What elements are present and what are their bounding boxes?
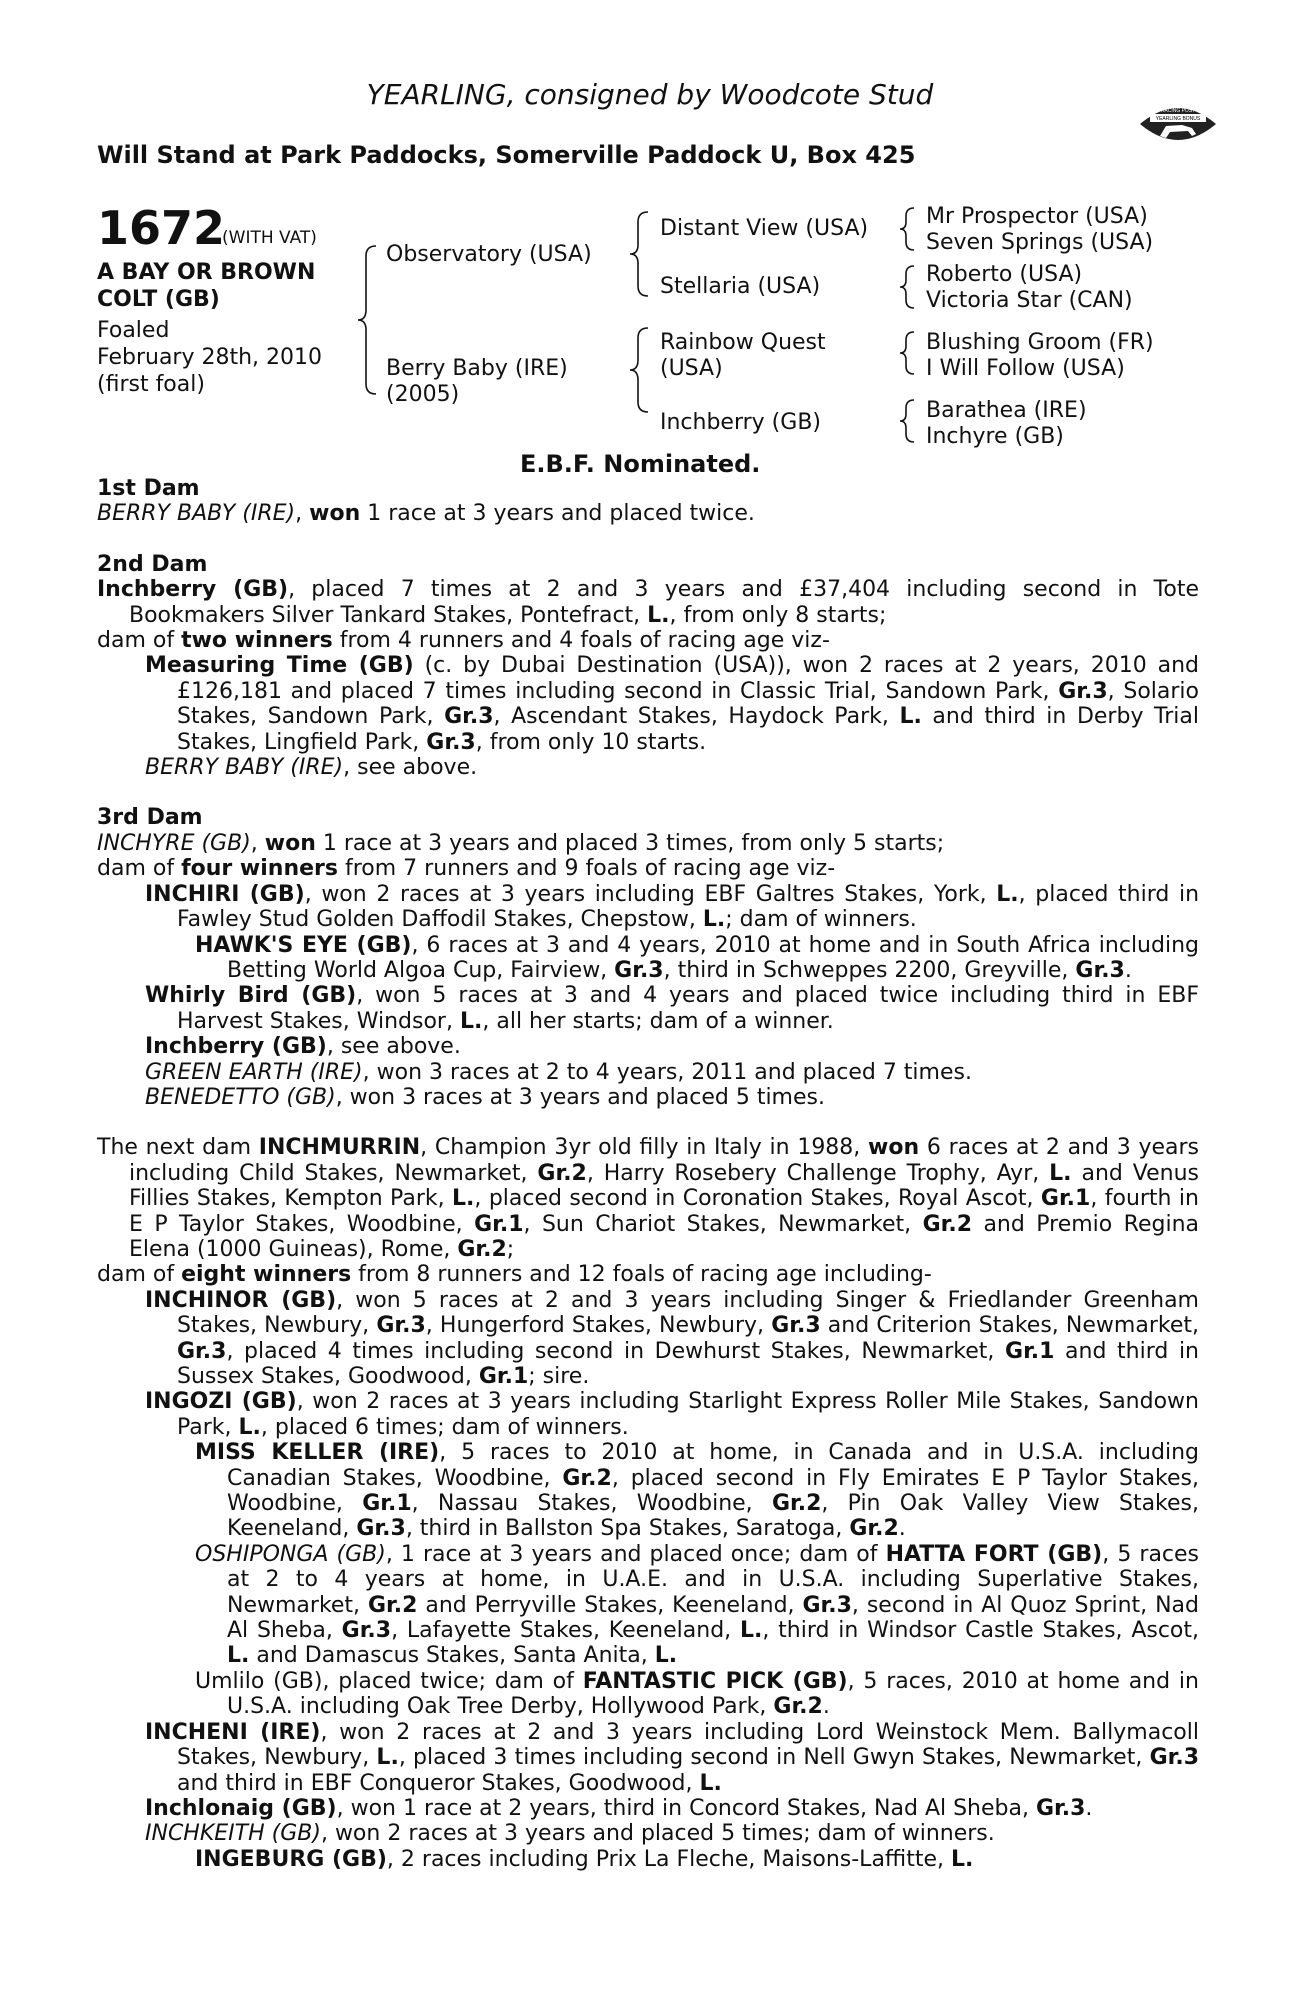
third-dam-name: INCHYRE (GB) <box>97 830 251 856</box>
produce-inchlonaig <box>97 1796 1199 1821</box>
horse-name: INGOZI (GB) <box>145 1389 297 1415</box>
listed-mark: L. <box>950 1846 974 1872</box>
race-text: and Premio Regina Elena (1000 Guineas), Rome, <box>129 1211 1199 1262</box>
listed-mark: L. <box>376 1745 399 1771</box>
grade-mark: Gr.2 <box>367 1592 418 1618</box>
race-text: , Harry Rosebery Challenge Trophy, Ayr, <box>586 1160 1050 1186</box>
produce-inchberry <box>97 1034 1199 1059</box>
horse-name: INCHIRI (GB) <box>145 881 305 907</box>
race-text: , won 1 race at 2 years, third in Concord Stakes, Nad Al Sheba, <box>336 1795 1036 1821</box>
badge-mid-text: YEARLING BONUS <box>1155 116 1201 122</box>
dam-dam-name: Inchberry (GB) <box>660 410 821 435</box>
race-text: , third in Schweppes 2200, Greyville, <box>663 957 1076 983</box>
race-text: ; <box>506 1236 515 1262</box>
listed-mark: L. <box>1049 1160 1072 1186</box>
race-text: and third in EBF Conqueror Stakes, Goodwood, <box>177 1770 700 1796</box>
listed-mark: L. <box>654 1643 678 1669</box>
grade-mark: Gr.3 <box>771 1313 821 1339</box>
dam-of-label: dam of <box>97 856 182 882</box>
grade-mark: Gr.1 <box>478 1364 529 1389</box>
won-label: won <box>868 1135 920 1161</box>
horse-name: Inchlonaig (GB) <box>145 1795 337 1821</box>
race-text: , won 5 races at 2 and 3 years including Singer & Friedlander Greenham Stakes, Newbury, <box>177 1287 1199 1339</box>
race-text: , won 3 races at 3 years and placed 5 times. <box>335 1084 825 1110</box>
first-dam-won: won <box>309 501 361 527</box>
race-text: , Ascendant Stakes, Haydock Park, <box>493 704 900 730</box>
race-text: and third in Derby Trial Stakes, Lingfield Park, <box>177 704 1200 755</box>
race-text: , Champion 3yr old filly in Italy in 1988, <box>420 1135 869 1161</box>
next-dam-produce-summary <box>97 1262 1199 1287</box>
first-dam-text: 1 race at 3 years and placed twice. <box>367 501 755 527</box>
produce-text: from 8 runners and 12 foals of racing age including- <box>351 1262 932 1288</box>
race-text: , won 2 races at 3 years and placed 5 times; dam of winners. <box>320 1821 995 1847</box>
produce-green-earth <box>97 1060 1199 1085</box>
produce-benedetto <box>97 1085 1199 1110</box>
second-dam-name: Inchberry (GB) <box>97 577 289 603</box>
lot-description-line1: A BAY OR BROWN <box>97 260 316 285</box>
race-text: , see above. <box>326 1034 461 1060</box>
second-dam-produce-summary <box>97 628 1199 653</box>
dam-name: Berry Baby (IRE) <box>386 356 568 381</box>
dam-of-label: dam of <box>97 1262 182 1288</box>
dam-year: (2005) <box>386 382 460 407</box>
race-text: , 5 races to 2010 at home, in Canada and in U.S.A. including Canadian Stakes, Woodbine, <box>227 1440 1199 1491</box>
first-dam-entry: BERRY BABY (IRE), won 1 race at 3 years and placed twice. <box>97 501 755 527</box>
horse-name: INCHKEITH (GB) <box>145 1821 321 1847</box>
race-text: , placed 6 times; dam of winners. <box>260 1414 629 1440</box>
next-dam-entry <box>97 1135 1199 1262</box>
grade-mark: Gr.1 <box>362 1491 412 1517</box>
grade-mark: Gr.3 <box>1075 957 1125 983</box>
horse-name: OSHIPONGA (GB) <box>195 1541 386 1567</box>
grade-mark: Gr.2 <box>771 1491 822 1517</box>
horse-name: FANTASTIC PICK (GB) <box>582 1668 848 1694</box>
grade-mark: Gr.3 <box>341 1618 392 1644</box>
third-dam-heading: 3rd Dam <box>97 805 203 831</box>
race-text: , placed second in Coronation Stakes, Royal Ascot, <box>474 1186 1041 1212</box>
race-text: , placed second in Fly Emirates E P Taylor Stakes, Woodbine, <box>227 1465 1199 1517</box>
listed-mark: L. <box>996 881 1019 907</box>
horse-name: INCHINOR (GB) <box>145 1287 337 1313</box>
produce-inchkeith <box>97 1821 1199 1846</box>
lot-description-line2: COLT (GB) <box>97 287 220 312</box>
listed-mark: L. <box>899 704 922 730</box>
produce-text: from 7 runners and 9 foals of racing age viz- <box>338 856 836 882</box>
ssd-name: Seven Springs (USA) <box>926 230 1154 255</box>
race-text: , won 5 races at 3 and 4 years and placed twice including third in EBF Harvest Stakes, Windsor, <box>177 983 1199 1034</box>
badge-top-text: RACING POST <box>1160 108 1196 114</box>
race-text: , Pin Oak Valley View Stakes, Keeneland, <box>227 1491 1199 1542</box>
produce-incheni <box>97 1720 1199 1796</box>
race-text: and Venus Fillies Stakes, Kempton Park, <box>129 1160 1199 1212</box>
lot-vat: (WITH VAT) <box>222 228 317 248</box>
produce-whirly-bird <box>97 983 1199 1034</box>
listed-mark: L. <box>647 602 670 628</box>
won-label: won <box>264 830 316 856</box>
third-dam-text: 1 race at 3 years and placed 3 times, from only 5 starts; <box>315 830 945 856</box>
race-text: , third in Windsor Castle Stakes, Ascot, <box>762 1618 1200 1644</box>
race-text: , Sun Chariot Stakes, Newmarket, <box>523 1211 923 1237</box>
first-dam-heading: 1st Dam <box>97 476 200 501</box>
race-text: , won 2 races at 3 years including EBF Galtres Stakes, York, <box>304 881 997 907</box>
grade-mark: Gr.1 <box>474 1211 524 1237</box>
race-text: , Hungerford Stakes, Newbury, <box>425 1313 772 1339</box>
sire-sire-name: Distant View (USA) <box>660 216 869 241</box>
grade-mark: Gr.3 <box>1035 1795 1086 1821</box>
race-text: and third in Sussex Stakes, Goodwood, <box>177 1338 1200 1389</box>
dam-of-label: dam of <box>97 628 182 654</box>
race-text: Umlilo (GB), placed twice; dam of <box>195 1668 583 1694</box>
next-dam-name: INCHMURRIN <box>258 1135 421 1161</box>
horse-name: HAWK'S EYE (GB) <box>195 932 412 958</box>
second-dam-text: , from only 8 starts; <box>669 602 887 628</box>
produce-umlilo <box>97 1669 1199 1720</box>
listed-mark: L. <box>452 1186 475 1212</box>
horse-name: GREEN EARTH (IRE) <box>145 1059 363 1085</box>
race-text: , 6 races at 3 and 4 years, 2010 at home and in South Africa including Betting World Algoa Cup, Fairview, <box>227 932 1199 983</box>
listed-mark: L. <box>227 1643 250 1669</box>
race-text: . <box>898 1516 906 1542</box>
race-text: and Criterion Stakes, Newmarket, <box>820 1313 1199 1339</box>
race-text: , Nassau Stakes, Woodbine, <box>411 1491 772 1517</box>
dss-name: Blushing Groom (FR) <box>926 330 1154 355</box>
catalogue-body <box>97 476 1199 1872</box>
race-text: , 1 race at 3 years and placed once; dam of <box>385 1541 886 1567</box>
race-text: , placed third in Fawley Stud Golden Daffodil Stakes, Chepstow, <box>177 881 1200 933</box>
grade-mark: Gr.1 <box>1040 1186 1091 1212</box>
produce-oshiponga <box>97 1542 1199 1669</box>
sdd-name: Victoria Star (CAN) <box>926 288 1133 313</box>
grade-mark: Gr.3 <box>444 704 494 730</box>
dds-name: Barathea (IRE) <box>926 398 1087 423</box>
grade-mark: Gr.1 <box>1005 1338 1055 1364</box>
grade-mark: Gr.3 <box>376 1313 426 1339</box>
grade-mark: Gr.3 <box>1149 1745 1199 1771</box>
winners-count: eight winners <box>181 1262 352 1288</box>
horse-name: Whirly Bird (GB) <box>145 983 357 1009</box>
dam-sire-name: Rainbow Quest <box>660 330 826 355</box>
grade-mark: Gr.2 <box>457 1236 507 1262</box>
horse-name: Measuring Time (GB) <box>145 653 414 679</box>
horse-name: BENEDETTO (GB) <box>145 1084 336 1110</box>
grade-mark: Gr.2 <box>849 1516 899 1542</box>
produce-ingozi <box>97 1389 1199 1440</box>
produce-hawks-eye <box>97 933 1199 984</box>
horse-name: MISS KELLER (IRE) <box>195 1440 440 1466</box>
listed-mark: L. <box>702 907 726 933</box>
race-text: ; sire. <box>528 1364 590 1389</box>
race-text: , 5 races at 2 to 4 years at home, in U.A.E. and in U.S.A. including Superlative Stakes, Newmarket, <box>227 1541 1200 1618</box>
sss-name: Mr Prospector (USA) <box>926 204 1148 229</box>
race-text: 6 races at 2 and 3 years including Child Stakes, Newmarket, <box>129 1135 1199 1186</box>
horse-name: Inchberry (GB) <box>145 1034 327 1060</box>
lot-number: 1672 <box>97 201 226 255</box>
listed-mark: L. <box>739 1618 763 1644</box>
produce-berry-baby <box>97 755 1199 780</box>
grade-mark: Gr.3 <box>177 1338 227 1364</box>
winners-count: four winners <box>181 856 338 882</box>
grade-mark: Gr.2 <box>562 1465 612 1491</box>
badge-amount-text: £10,000 <box>1167 143 1189 149</box>
foaled-date: February 28th, 2010 <box>97 345 323 370</box>
race-text: , 2 races including Prix La Fleche, Maisons-Laffitte, <box>386 1846 951 1872</box>
stand-location: Will Stand at Park Paddocks, Somerville Paddock U, Box 425 <box>97 141 916 169</box>
second-dam-entry <box>97 577 1199 628</box>
race-text: , won 3 races at 2 to 4 years, 2011 and placed 7 times. <box>362 1059 972 1085</box>
race-text: , third in Ballston Spa Stakes, Saratoga, <box>405 1516 850 1542</box>
grade-mark: Gr.3 <box>356 1516 406 1542</box>
sds-name: Roberto (USA) <box>926 262 1083 287</box>
third-dam-produce-summary <box>97 856 1199 881</box>
listed-mark: L. <box>238 1414 261 1440</box>
second-dam-text: , placed 7 times at 2 and 3 years and £37,404 including second in Tote Bookmakers Silver Tankard Stakes, Pontefract, <box>129 577 1199 628</box>
dsd-name: I Will Follow (USA) <box>926 356 1125 381</box>
produce-text: from 4 runners and 4 foals of racing age viz- <box>332 628 830 654</box>
race-text: . <box>822 1694 830 1720</box>
race-text: , all her starts; dam of a winner. <box>482 1008 834 1034</box>
race-text: , Solario Stakes, Sandown Park, <box>177 678 1199 730</box>
grade-mark: Gr.2 <box>922 1211 973 1237</box>
race-text: . <box>1124 957 1132 983</box>
race-text: , won 2 races at 2 and 3 years including Lord Weinstock Mem. Ballymacoll Stakes, Newbury, <box>177 1719 1199 1771</box>
grade-mark: Gr.3 <box>614 957 664 983</box>
grade-mark: Gr.3 <box>426 729 476 755</box>
race-text: and Damascus Stakes, Santa Anita, <box>249 1643 655 1669</box>
foaled-label: Foaled <box>97 318 170 343</box>
grade-mark: Gr.3 <box>802 1592 852 1618</box>
horse-name: INCHENI (IRE) <box>145 1719 321 1745</box>
grade-mark: Gr.2 <box>773 1694 823 1720</box>
race-text: , fourth in E P Taylor Stakes, Woodbine, <box>129 1186 1199 1237</box>
horse-name: INGEBURG (GB) <box>195 1846 387 1872</box>
race-text: and Perryville Stakes, Keeneland, <box>417 1592 803 1618</box>
race-text: , 5 races, 2010 at home and in U.S.A. including Oak Tree Derby, Hollywood Park, <box>227 1668 1199 1720</box>
produce-inchinor <box>97 1288 1199 1390</box>
produce-inchiri <box>97 882 1199 933</box>
page-title: YEARLING, consigned by Woodcote Stud <box>366 78 934 111</box>
race-text: , see above. <box>343 755 478 781</box>
ddd-name: Inchyre (GB) <box>926 424 1064 449</box>
foaled-note: (first foal) <box>97 372 205 397</box>
ebf-nomination: E.B.F. Nominated. <box>520 450 761 478</box>
race-text: , Lafayette Stakes, Keeneland, <box>391 1618 740 1644</box>
winners-count: two winners <box>181 628 333 654</box>
race-text: , placed 4 times including second in Dewhurst Stakes, Newmarket, <box>226 1338 1006 1364</box>
produce-ingeburg <box>97 1847 1199 1872</box>
horse-name: HATTA FORT (GB) <box>885 1541 1103 1567</box>
horse-name: BERRY BABY (IRE) <box>145 755 344 781</box>
produce-miss-keller <box>97 1440 1199 1542</box>
grade-mark: Gr.2 <box>537 1160 587 1186</box>
produce-measuring-time <box>97 653 1199 755</box>
grade-mark: Gr.3 <box>1058 678 1108 704</box>
sire-dam-name: Stellaria (USA) <box>660 274 821 299</box>
race-text: ; dam of winners. <box>725 907 917 933</box>
listed-mark: L. <box>459 1008 483 1034</box>
dam-sire-country: (USA) <box>660 356 723 381</box>
sire-name: Observatory (USA) <box>386 242 592 267</box>
race-text: , from only 10 starts. <box>475 729 707 755</box>
third-dam-entry: INCHYRE (GB), won 1 race at 3 years and placed 3 times, from only 5 starts; <box>97 830 945 856</box>
race-text: (c. by Dubai Destination (USA)), won 2 races at 2 years, 2010 and £126,181 and placed 7 times including second in Classic Trial, Sandown Park, <box>177 653 1199 704</box>
race-text: . <box>1085 1795 1093 1821</box>
next-dam-lead: The next dam <box>97 1135 259 1161</box>
race-text: , second in Al Quoz Sprint, Nad Al Sheba, <box>227 1592 1199 1644</box>
race-text: , won 2 races at 3 years including Starlight Express Roller Mile Stakes, Sandown Park, <box>177 1389 1199 1440</box>
listed-mark: L. <box>699 1770 722 1796</box>
race-text: , placed 3 times including second in Nell Gwyn Stakes, Newmarket, <box>398 1745 1150 1771</box>
first-dam-name: BERRY BABY (IRE) <box>97 501 296 527</box>
second-dam-heading: 2nd Dam <box>97 551 208 577</box>
